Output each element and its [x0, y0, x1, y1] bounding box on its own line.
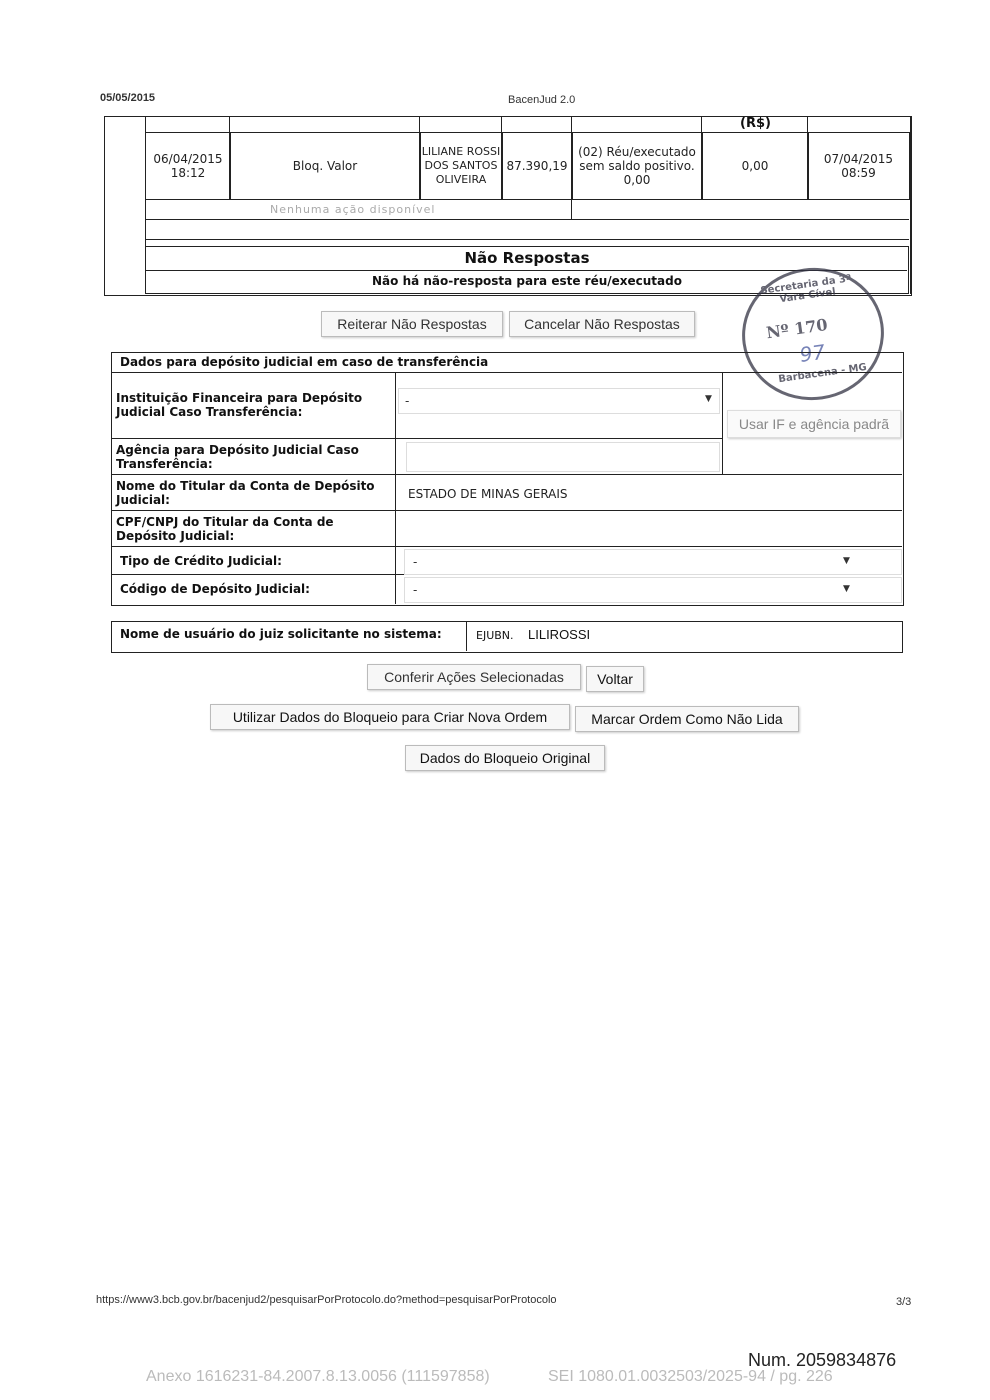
- utilizar-dados-button[interactable]: Utilizar Dados do Bloqueio para Criar Nova Ordem: [210, 704, 570, 730]
- footer-page: 3/3: [896, 1296, 912, 1308]
- chevron-down-icon: ▼: [705, 394, 712, 404]
- chevron-down-icon: ▼: [843, 556, 850, 566]
- dados-original-button[interactable]: Dados do Bloqueio Original: [405, 745, 605, 771]
- cell-datetime: 06/04/2015 18:12: [145, 132, 231, 200]
- nao-respostas-title: Não Respostas: [464, 249, 590, 267]
- titular-label: Nome do Titular da Conta de Depósito Judicial:: [116, 479, 375, 507]
- sei-watermark: SEI 1080.01.0032503/2025-94 / pg. 226: [548, 1368, 833, 1385]
- marcar-nao-lida-button[interactable]: Marcar Ordem Como Não Lida: [575, 706, 799, 732]
- footer-url: https://www3.bcb.gov.br/bacenjud2/pesquisarPorProtocolo.do?method=pesquisarPorProtocolo: [96, 1294, 557, 1306]
- codigo-deposito-select[interactable]: - ▼: [404, 577, 902, 603]
- usuario-prefix: EJUBN.: [476, 629, 514, 642]
- nao-respostas-message: Não há não-resposta para este réu/executado: [372, 274, 682, 288]
- cell-amount: 87.390,19: [501, 132, 573, 200]
- tipo-credito-label: Tipo de Crédito Judicial:: [120, 554, 282, 568]
- cell-date2: 07/04/2015 08:59: [807, 132, 910, 200]
- col-rs-header: (R$): [740, 116, 771, 131]
- no-action-text: Nenhuma ação disponível: [270, 203, 436, 216]
- court-stamp: Secretaria da 3ª Vara Cível Nº 170 Barbacena - MG 97: [734, 259, 893, 409]
- reiterar-nao-respostas-button[interactable]: Reiterar Não Respostas: [321, 311, 503, 337]
- usar-if-button[interactable]: Usar IF e agência padrã: [727, 410, 901, 438]
- print-date: 05/05/2015: [100, 92, 156, 104]
- deposito-title: Dados para depósito judicial em caso de transferência: [120, 355, 489, 369]
- instituicao-label: Instituição Financeira para Depósito Judicial Caso Transferência:: [116, 391, 363, 419]
- tipo-credito-select[interactable]: - ▼: [404, 549, 902, 575]
- usuario-value: LILIROSSI: [528, 627, 591, 642]
- cell-type: Bloq. Valor: [229, 132, 421, 200]
- agencia-label: Agência para Depósito Judicial Caso Transferência:: [116, 443, 359, 471]
- anexo-watermark: Anexo 1616231-84.2007.8.13.0056 (111597858): [146, 1368, 490, 1385]
- usuario-label: Nome de usuário do juiz solicitante no sistema:: [120, 627, 442, 641]
- instituicao-select[interactable]: - ▼: [398, 388, 720, 414]
- titular-value: ESTADO DE MINAS GERAIS: [408, 487, 568, 501]
- cell-value: 0,00: [701, 132, 809, 200]
- cancelar-nao-respostas-button[interactable]: Cancelar Não Respostas: [509, 311, 695, 337]
- cell-result: (02) Réu/executado sem saldo positivo. 0,00: [571, 132, 703, 200]
- conferir-acoes-button[interactable]: Conferir Ações Selecionadas: [367, 664, 581, 690]
- codigo-deposito-label: Código de Depósito Judicial:: [120, 582, 310, 596]
- chevron-down-icon: ▼: [843, 584, 850, 594]
- document-number: Num. 2059834876: [748, 1350, 897, 1370]
- voltar-button[interactable]: Voltar: [586, 666, 644, 692]
- cell-name: LILIANE ROSSI DOS SANTOS OLIVEIRA: [419, 132, 503, 200]
- page-title: BacenJud 2.0: [508, 94, 576, 106]
- cpf-label: CPF/CNPJ do Titular da Conta de Depósito Judicial:: [116, 515, 334, 543]
- agencia-input[interactable]: [406, 442, 720, 472]
